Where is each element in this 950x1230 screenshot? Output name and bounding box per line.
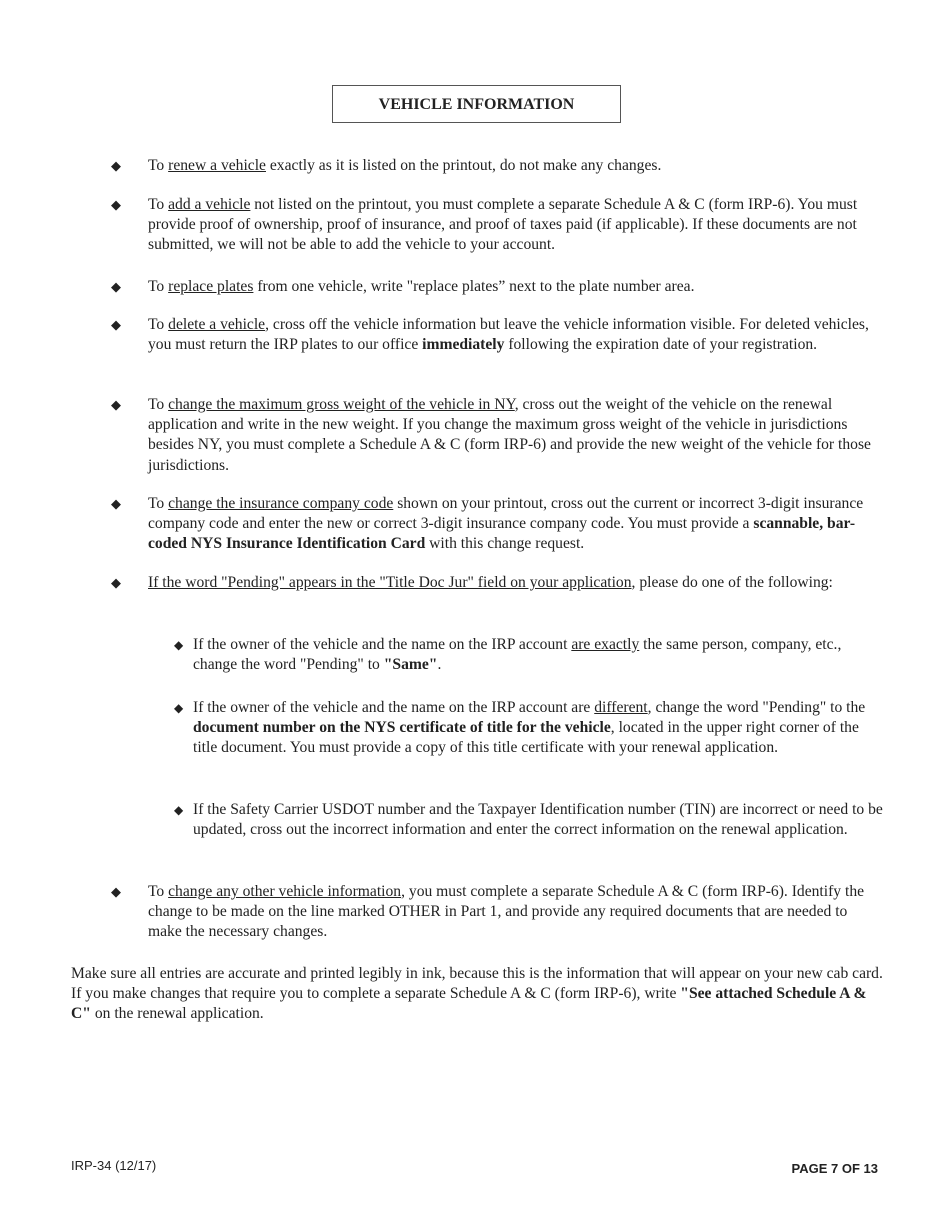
list-item: To change any other vehicle information, you must complete a separate Schedule A & C (form IRP-6). Identify the change to be made on the line marked OTHER in Part 1, and provide any required documents that are needed to make the necessary changes. bbox=[148, 883, 865, 941]
list-item: To change the insurance company code shown on your printout, cross out the current or incorrect 3-digit insurance company code and enter the new or correct 3-digit insurance company code. You must provide a scannable, bar-coded NYS Insurance Identification Card with this change request. bbox=[148, 495, 864, 553]
list-item: To replace plates from one vehicle, write "replace plates” next to the plate number area. bbox=[148, 278, 695, 295]
sub-list-item: If the owner of the vehicle and the name on the IRP account are different, change the word "Pending" to the document number on the NYS certificate of title for the vehicle, located in the upper right corner of the title document. You must provide a copy of this title certificate with your renewal application. bbox=[193, 699, 866, 757]
sub-list-item: If the owner of the vehicle and the name on the IRP account are exactly the same person, company, etc., change the word "Pending" to "Same". bbox=[193, 636, 842, 674]
closing-paragraph: Make sure all entries are accurate and printed legibly in ink, because this is the information that will appear on your new cab card. If you make changes that require you to complete a separate Schedule A & C (form IRP-6), write "See attached Schedule A & C" on the renewal application. bbox=[71, 965, 883, 1023]
sub-bullet-icon: ◆ bbox=[174, 701, 184, 715]
bullet-icon: ◆ bbox=[111, 197, 121, 212]
bullet-icon: ◆ bbox=[111, 884, 121, 899]
bullet-icon: ◆ bbox=[111, 158, 121, 173]
list-item: To change the maximum gross weight of the vehicle in NY, cross out the weight of the vehicle on the renewal application and write in the new weight. If you change the maximum gross weight of the vehicle in jurisdictions besides NY, you must complete a Schedule A & C (form IRP-6) and provide the new weight of the vehicle for those jurisdictions. bbox=[148, 396, 871, 474]
sub-list-item: If the Safety Carrier USDOT number and the Taxpayer Identification number (TIN) are incorrect or need to be updated, cross out the incorrect information and enter the correct information on the renewal application. bbox=[193, 801, 883, 839]
bullet-icon: ◆ bbox=[111, 575, 121, 590]
sub-bullet-icon: ◆ bbox=[174, 638, 184, 652]
bullet-icon: ◆ bbox=[111, 317, 121, 332]
list-item: If the word "Pending" appears in the "Title Doc Jur" field on your application, please do one of the following: bbox=[148, 574, 833, 591]
form-id: IRP-34 (12/17) bbox=[71, 1158, 157, 1173]
bullet-icon: ◆ bbox=[111, 496, 121, 511]
section-title: VEHICLE INFORMATION bbox=[332, 85, 621, 123]
list-item: To add a vehicle not listed on the printout, you must complete a separate Schedule A & C (form IRP-6). You must provide proof of ownership, proof of insurance, and proof of taxes paid (if applicable). If these documents are not submitted, we will not be able to add the vehicle to your account. bbox=[148, 196, 858, 254]
list-item: To renew a vehicle exactly as it is listed on the printout, do not make any changes. bbox=[148, 157, 662, 174]
list-item: To delete a vehicle, cross off the vehicle information but leave the vehicle information visible. For deleted vehicles, you must return the IRP plates to our office immediately following the expiration date of your registration. bbox=[148, 316, 869, 354]
sub-bullet-icon: ◆ bbox=[174, 803, 184, 817]
page-number: PAGE 7 OF 13 bbox=[791, 1161, 878, 1176]
bullet-icon: ◆ bbox=[111, 397, 121, 412]
bullet-icon: ◆ bbox=[111, 279, 121, 294]
